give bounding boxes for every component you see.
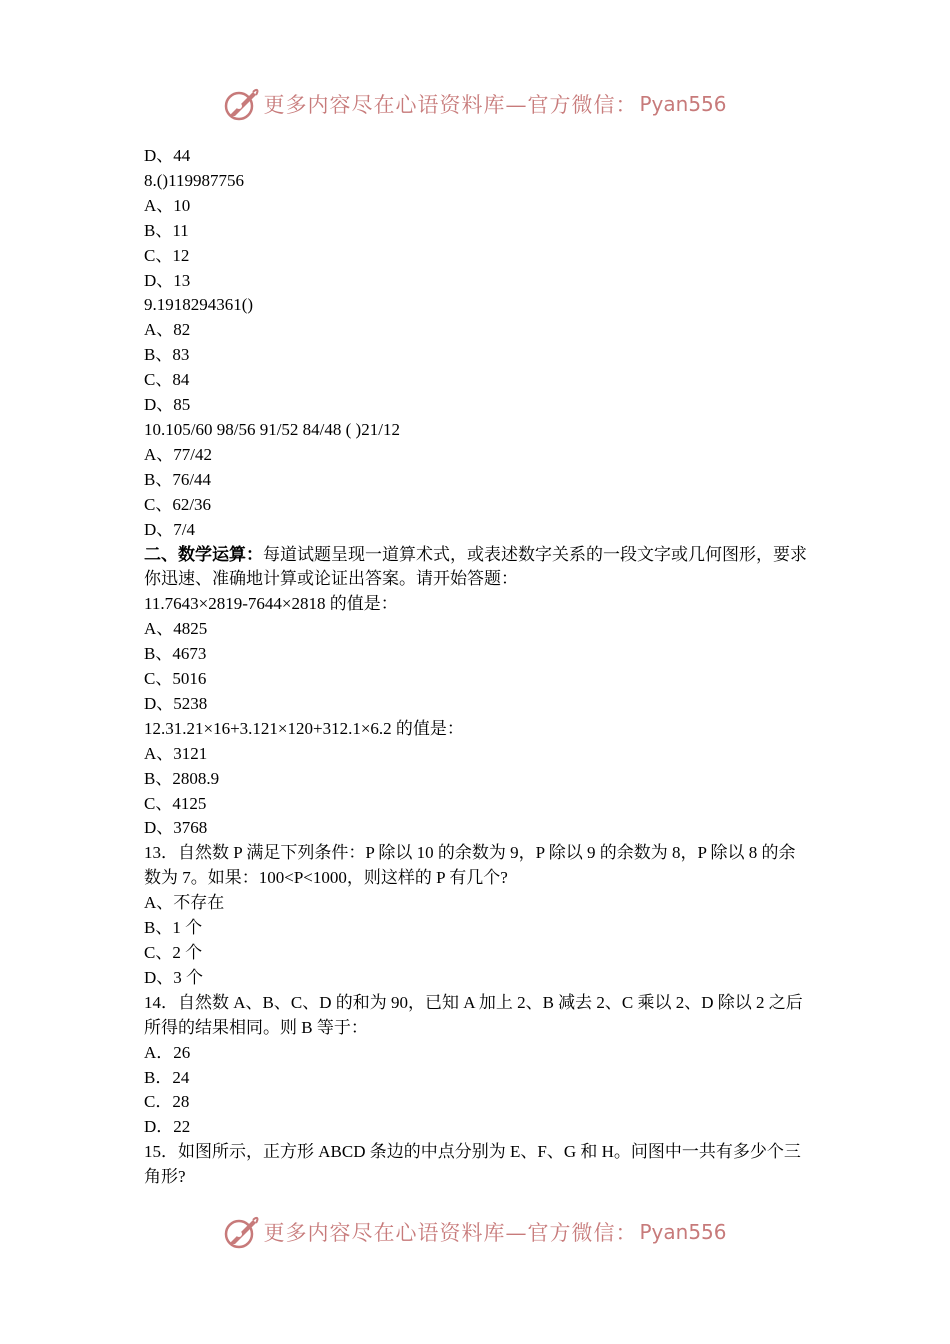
banner-text: 更多内容尽在心语资料库—官方微信：: [263, 1221, 638, 1245]
quill-logo-icon: [223, 1214, 259, 1250]
option-line: D．22: [144, 1117, 191, 1137]
option-line: D、85: [144, 395, 191, 415]
option-line: C、4125: [144, 793, 207, 813]
option-line: B、76/44: [144, 469, 212, 489]
option-line: C、12: [144, 245, 190, 265]
option-line: A、10: [144, 195, 191, 215]
option-line: B、2808.9: [144, 768, 220, 788]
question-line: 8.()119987756: [144, 170, 244, 190]
option-line: D、3768: [144, 818, 208, 838]
option-line: C．28: [144, 1092, 190, 1112]
document-body: [144, 144, 810, 1190]
section-intro-text: 每道试题呈现一道算术式，或表述数字关系的一段文字或几何图形，要求你迅速、准确地计算或论证出答案。请开始答题：: [144, 544, 807, 589]
footer-banner: [0, 1212, 950, 1252]
banner-wechat-id: Pyan556: [639, 92, 727, 116]
question-14-stem: 14．自然数 A、B、C、D 的和为 90，已知 A 加上 2、B 减去 2、C 乘以 2、D 除以 2 之后所得的结果相同。则 B 等于：: [144, 992, 803, 1037]
option-line: D、3 个: [144, 967, 204, 987]
question-15-stem: 15．如图所示，正方形 ABCD 条边的中点分别为 E、F、G 和 H。问图中一共有多少个三角形?: [144, 1142, 801, 1187]
option-line: A、3121: [144, 743, 208, 763]
option-line: D、13: [144, 270, 191, 290]
question-line: 12.31.21×16+3.121×120+312.1×6.2 的值是：: [144, 718, 464, 738]
section-heading: 二、数学运算：: [144, 544, 263, 564]
option-line: B．24: [144, 1067, 190, 1087]
question-13-stem: 13．自然数 P 满足下列条件：P 除以 10 的余数为 9，P 除以 9 的余数为 8，P 除以 8 的余数为 7。如果：100<P<1000，则这样的 P 有几个?: [144, 843, 796, 888]
option-line: C、84: [144, 370, 190, 390]
option-line: C、62/36: [144, 494, 212, 514]
quill-logo-icon: [223, 86, 259, 122]
question-line: 10.105/60 98/56 91/52 84/48 ( )21/12: [144, 419, 400, 439]
option-line: D、44: [144, 146, 191, 165]
option-line: D、5238: [144, 693, 208, 713]
option-line: A、82: [144, 320, 191, 340]
banner-wechat-id: Pyan556: [639, 1220, 727, 1244]
option-line: A、不存在: [144, 893, 225, 913]
option-line: A、77/42: [144, 444, 212, 464]
option-line: C、2 个: [144, 943, 203, 962]
option-line: C、5016: [144, 669, 207, 689]
section-intro: [144, 543, 810, 593]
option-line: A．26: [144, 1042, 191, 1062]
option-line: B、4673: [144, 644, 207, 664]
option-line: B、83: [144, 345, 190, 365]
header-banner: [0, 84, 950, 124]
option-line: D、7/4: [144, 519, 195, 539]
question-line: 9.1918294361(): [144, 295, 254, 315]
option-line: B、1 个: [144, 918, 203, 938]
question-line: 11.7643×2819-7644×2818 的值是：: [144, 594, 398, 614]
option-line: B、11: [144, 220, 189, 240]
option-line: A、4825: [144, 619, 208, 639]
banner-text: 更多内容尽在心语资料库—官方微信：: [263, 93, 638, 117]
